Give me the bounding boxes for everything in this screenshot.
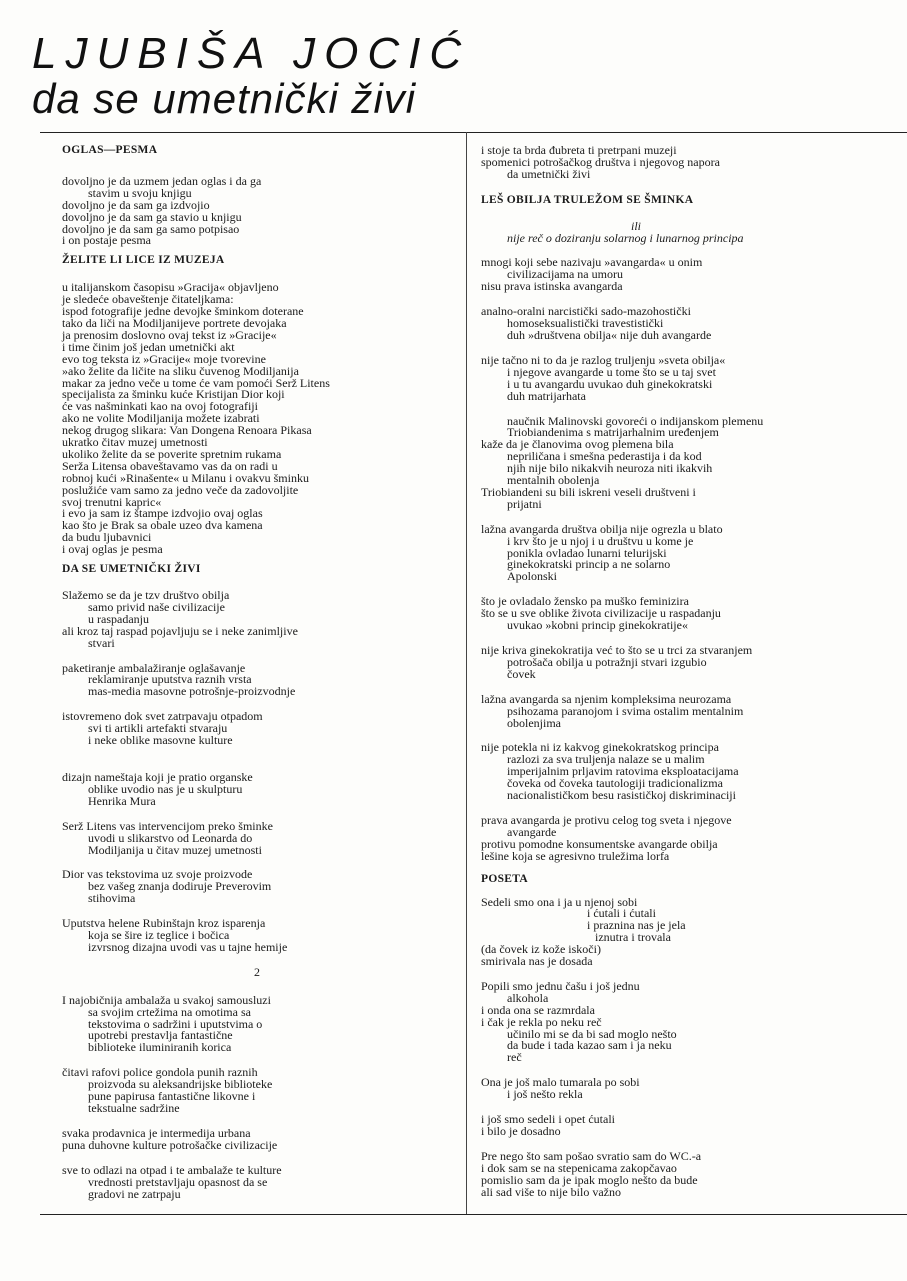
- stanza: [62, 1125, 458, 1152]
- left-column: [62, 145, 458, 1200]
- verse-line: svi ti artikli artefakti stvaraju: [88, 721, 228, 736]
- verse-line: uvodi u slikarstvo od Leonarda do: [88, 830, 253, 845]
- verse-line: čovek: [507, 666, 536, 681]
- verse-line: i stoje ta brda đubreta ti pretrpani muzeji: [481, 143, 677, 157]
- stanza: [62, 1162, 458, 1201]
- stanza: [481, 1077, 891, 1101]
- section-title-les: LEŠ OBILJA TRULEŽOM SE ŠMINKA: [481, 193, 694, 206]
- verse-line: psihozama paranojom i svima ostalim mentalnim: [507, 703, 744, 718]
- verse-line: izvrsnog dizajna uvodi vas u tajne hemije: [88, 939, 288, 954]
- verse-line: Triobiandeni su bili iskreni veseli društveni i: [481, 484, 696, 499]
- column-divider: [466, 132, 467, 1214]
- verse-line: samo privid naše civilizacije: [88, 599, 225, 614]
- verse-line: lešine koja se agresivno truležima lorfa: [481, 848, 670, 863]
- verse-line: i u tu avangardu uvukao duh ginekokratski: [507, 376, 713, 391]
- verse-line: razlozi za sva truljenja nalaze se u malim: [507, 752, 705, 767]
- verse-line: ali sad više to nije bilo važno: [481, 1184, 621, 1199]
- verse-line: i dok sam se na stepenicama zakopčavao: [481, 1160, 677, 1175]
- verse-line: dovoljno je da sam ga samo potpisao: [62, 221, 240, 236]
- verse-line: analno-oralni narcistički sado-mazohostički: [481, 304, 691, 319]
- verse-line: Triobiandenima s matrijarhalnim uređenjem: [507, 425, 719, 440]
- verse-line: civilizacijama na umoru: [507, 267, 623, 282]
- verse-line: imperijalnim prljavim ratovima eksploatacijama: [507, 764, 739, 779]
- stanza: [481, 1114, 891, 1138]
- section-title-dase: DA SE UMETNIČKI ŽIVI: [62, 563, 201, 576]
- verse-line: spomenici potrošačkog društva i njegovog napora: [481, 154, 720, 169]
- verse-line: tako da liči na Modiljanijeve portrete devojaka: [62, 315, 287, 330]
- verse-line: ginekokratski princip a ne solarno: [507, 557, 671, 572]
- verse-line: i praznina nas je jela: [587, 918, 686, 933]
- verse-line: kao što je Brak sa obale uzeo dva kamena: [62, 518, 263, 533]
- stanza: [481, 145, 891, 181]
- section-title-oglas: OGLAS—PESMA: [62, 144, 158, 156]
- verse-line: tekstovima o sadržini i uputstvima o: [88, 1016, 263, 1031]
- stanza: [62, 992, 458, 1055]
- verse-line: potrošača obilja u potražnji stvari izgubio: [507, 654, 707, 669]
- verse-line: je sledeće obaveštenje čitateljkama:: [62, 292, 234, 307]
- verse-line: svoj trenutni kapric«: [62, 494, 162, 509]
- verse-line: duh »društvena obilja« nije duh avangarde: [507, 327, 712, 342]
- verse-line: Serž Litens vas intervencijom preko šminke: [62, 818, 273, 833]
- verse-line: i on postaje pesma: [62, 233, 151, 248]
- verse-line: stvari: [88, 635, 115, 650]
- stanza: [62, 711, 458, 747]
- verse-line: Dior vas tekstovima uz svoje proizvode: [62, 867, 253, 882]
- verse-line: Modiljanija u čitav muzej umetnosti: [88, 842, 262, 857]
- verse-line: nepriličana i smešna pederastija i da kod: [507, 449, 702, 464]
- verse-line: i time činim još jedan umetnički akt: [62, 339, 235, 354]
- verse-line: nije potekla ni iz kakvog ginekokratskog principa: [481, 740, 719, 755]
- verse-line: stihovima: [88, 891, 136, 906]
- verse-line: mnogi koji sebe nazivaju »avangarda« u onim: [481, 255, 703, 270]
- stanza: [62, 869, 458, 905]
- verse-line: upotrebi prestavlja fantastične: [88, 1028, 233, 1043]
- stanza: [481, 894, 891, 969]
- verse-line: nisu prava istinska avangarda: [481, 279, 623, 294]
- stanza: [481, 521, 891, 584]
- section-title-poseta: POSETA: [481, 872, 528, 885]
- stanza: [481, 645, 891, 681]
- stanza: [481, 978, 891, 1065]
- verse-line: i ovaj oglas je pesma: [62, 542, 163, 557]
- verse-line: svaka prodavnica je intermedija urbana: [62, 1125, 251, 1140]
- stanza-oglas: [62, 173, 458, 248]
- verse-line: prava avangarda je protivu celog tog sveta i njegove: [481, 812, 732, 827]
- verse-line: čitavi rafovi police gondola punih raznih: [62, 1065, 258, 1080]
- verse-line: poslužiće vam samo za jedno veče da zadovoljite: [62, 482, 299, 497]
- verse-line: ako ne volite Modiljanija možete izabrati: [62, 411, 260, 426]
- stanza: [481, 352, 891, 403]
- subtitle-ili: ili: [630, 218, 641, 233]
- verse-line: I najobičnija ambalaža u svakoj samousluzi: [62, 992, 271, 1007]
- verse-line: i ćutali i ćutali: [587, 906, 656, 921]
- stanza: [481, 691, 891, 730]
- verse-line: i čak je rekla po neku reč: [481, 1014, 602, 1029]
- verse-line: bez vašeg znanja dodiruje Preverovim: [88, 879, 272, 894]
- verse-line: njih nije bilo nikakvih neuroza niti ikakvih: [507, 461, 713, 476]
- verse-line: i evo ja sam iz štampe izdvojio ovaj oglas: [62, 506, 263, 521]
- verse-line: da budu ljubavnici: [62, 530, 152, 545]
- verse-line: sve to odlazi na otpad i te ambalaže te kulture: [62, 1162, 282, 1177]
- verse-line: i njegove avangarde u tome što se u taj svet: [507, 364, 716, 379]
- verse-line: dovoljno je da sam ga izdvojio: [62, 197, 210, 212]
- verse-line: u italijanskom časopisu »Gracija« objavljeno: [62, 280, 279, 295]
- verse-line: dovoljno je da uzmem jedan oglas i da ga: [62, 173, 262, 188]
- stanza: [481, 257, 891, 293]
- author-name: LJUBIŠA JOCIĆ: [32, 29, 471, 78]
- verse-line: čoveka od čoveka tautologiji tradicionalizma: [507, 776, 723, 791]
- right-column: [481, 145, 891, 1199]
- stanza: [62, 818, 458, 857]
- verse-line: istovremeno dok svet zatrpavaju otpadom: [62, 709, 263, 724]
- verse-line: alkohola: [507, 990, 549, 1005]
- verse-line: gradovi ne zatrpaju: [88, 1186, 181, 1201]
- verse-line: dizajn nameštaja koji je pratio organske: [62, 769, 253, 784]
- verse-line: nije tačno ni to da je razlog truljenju »sveta obilja«: [481, 352, 726, 367]
- verse-line: ukratko čitav muzej umetnosti: [62, 435, 208, 450]
- verse-line: puna duhovne kulture potrošačke civilizacije: [62, 1137, 278, 1152]
- verse-line: da bude i tada kazao sam i ja neku: [507, 1038, 672, 1053]
- verse-line: uvukao »kobni princip ginekokratije«: [507, 618, 688, 633]
- verse-line: će vas našminkati kao na ovoj fotografiji: [62, 399, 258, 414]
- verse-line: nije kriva ginekokratija već to što se u trci za stvaranjem: [481, 643, 753, 657]
- verse-line: lažna avangarda društva obilja nije ogrezla u blato: [481, 521, 723, 536]
- verse-line: nacionalističkom besu rasističkoj diskriminaciji: [507, 788, 736, 803]
- verse-line: vrednosti pretstavljaju opasnost da se: [88, 1174, 268, 1189]
- verse-line: (da čovek iz kože iskoči): [481, 942, 601, 957]
- verse-line: duh matrijarhata: [507, 388, 586, 403]
- verse-line: Ona je još malo tumarala po sobi: [481, 1075, 640, 1090]
- verse-line: protivu pomodne konsumentske avangarde obilja: [481, 836, 718, 851]
- verse-line: ja prenosim doslovno ovaj tekst iz »Gracije«: [62, 327, 277, 342]
- verse-line: biblioteke iluminiranih korica: [88, 1040, 232, 1055]
- verse-line: dovoljno je da sam ga stavio u knjigu: [62, 209, 242, 224]
- verse-line: Apolonski: [507, 569, 558, 584]
- verse-line: »ako želite da ličite na sliku čuvenog Modiljanija: [62, 363, 299, 378]
- stanza: [62, 1067, 458, 1115]
- verse-line: prijatni: [507, 496, 542, 511]
- verse-line: pomislio sam da je ipak moglo nešto da bude: [481, 1172, 698, 1187]
- verse-line: evo tog teksta iz »Gracije« moje tvorevine: [62, 351, 266, 366]
- section-number: 2: [254, 964, 260, 979]
- stanza: [481, 1148, 891, 1199]
- verse-line: što je ovladalo žensko pa muško feminizira: [481, 594, 689, 609]
- stanza: [481, 413, 891, 511]
- verse-line: tekstualne sadržine: [88, 1101, 180, 1115]
- verse-line: proizvoda su aleksandrijske biblioteke: [88, 1077, 273, 1092]
- verse-line: i još smo sedeli i opet ćutali: [481, 1112, 615, 1127]
- verse-line: i neke oblike masovne kulture: [88, 733, 233, 748]
- stanza: [481, 742, 891, 802]
- verse-line: lažna avangarda sa njenim kompleksima neurozama: [481, 691, 732, 706]
- verse-line: i krv što je u njoj i u društvu u kome je: [507, 533, 694, 548]
- verse-line: i još nešto rekla: [507, 1087, 583, 1102]
- stanza: [62, 660, 458, 699]
- verse-line: ukoliko želite da se poverite spretnim rukama: [62, 446, 282, 461]
- verse-line: ali kroz taj raspad pojavljuju se i neke zanimljive: [62, 623, 298, 638]
- verse-line: Pre nego što sam pošao svratio sam do WC.-a: [481, 1148, 702, 1163]
- stanza: [481, 812, 891, 863]
- verse-line: kaže da je članovima ovog plemena bila: [481, 437, 674, 452]
- verse-line: makar za jedno veče u tome će vam pomoći Serž Litens: [62, 375, 330, 390]
- verse-line: da umetnički živi: [507, 166, 591, 181]
- verse-line: Henrika Mura: [88, 793, 156, 808]
- verse-line: homoseksualistički travestistički: [507, 316, 664, 331]
- verse-line: Slažemo se da je tzv društvo obilja: [62, 588, 230, 602]
- verse-line: Serža Litensa obaveštavamo vas da on radi u: [62, 458, 278, 473]
- section-subtitle: nije reč o doziranju solarnog i lunarnog principa: [507, 230, 744, 245]
- verse-line: Sedeli smo ona i ja u njenoj sobi: [481, 894, 638, 909]
- book-title: da se umetnički živi: [32, 75, 417, 122]
- stanza: [62, 918, 458, 954]
- verse-line: ispod fotografije jedne devojke šminkom doterane: [62, 304, 304, 319]
- verse-line: Popili smo jednu čašu i još jednu: [481, 978, 640, 993]
- verse-line: Uputstva helene Rubinštajn kroz isparenja: [62, 916, 266, 931]
- verse-line: učinilo mi se da bi sad moglo nešto: [507, 1026, 677, 1041]
- verse-line: reklamiranje uputstva raznih vrsta: [88, 672, 252, 687]
- verse-line: i bilo je dosadno: [481, 1124, 561, 1138]
- verse-line: mentalnih obolenja: [507, 473, 600, 488]
- verse-line: paketiranje ambalažiranje oglašavanje: [62, 660, 246, 675]
- section-title-zelite: ŽELITE LI LICE IZ MUZEJA: [62, 254, 225, 267]
- stanza-zelite: [62, 282, 458, 556]
- bottom-rule: [40, 1214, 907, 1215]
- verse-line: obolenjima: [507, 715, 561, 730]
- stanza: [62, 769, 458, 808]
- verse-line: u raspadanju: [88, 611, 149, 626]
- verse-line: pune papirusa fantastične likovne i: [88, 1089, 256, 1104]
- verse-line: ponikla ovladao lunarni telurijski: [507, 545, 667, 560]
- stanza: [481, 596, 891, 632]
- verse-line: što se u sve oblike života civilizacije u raspadanju: [481, 606, 721, 621]
- verse-line: koja se šire iz teglice i bočica: [88, 928, 230, 943]
- verse-line: iznutra i trovala: [595, 930, 671, 945]
- top-rule: [40, 132, 907, 133]
- verse-line: mas-media masovne potrošnje-proizvodnje: [88, 684, 296, 699]
- verse-line: oblike uvodio nas je u skulpturu: [88, 781, 243, 796]
- verse-line: avangarde: [507, 824, 557, 839]
- verse-line: stavim u svoju knjigu: [88, 185, 192, 200]
- verse-line: specijalista za šminku kuće Kristijan Dior koji: [62, 387, 285, 402]
- verse-line: naučnik Malinovski govoreći o indijanskom plemenu: [507, 413, 764, 428]
- verse-line: nekog drugog slikara: Van Dongena Renoara Pikasa: [62, 423, 312, 438]
- stanza: [62, 590, 458, 650]
- verse-line: i onda ona se razmrdala: [481, 1002, 595, 1017]
- verse-line: robnoj kući »Rinašente« u Milanu i ovakvu šminku: [62, 470, 309, 485]
- stanza: [481, 306, 891, 342]
- verse-line: reč: [507, 1050, 522, 1065]
- verse-line: sa svojim crtežima na omotima sa: [88, 1004, 251, 1019]
- verse-line: smirivala nas je dosada: [481, 954, 593, 969]
